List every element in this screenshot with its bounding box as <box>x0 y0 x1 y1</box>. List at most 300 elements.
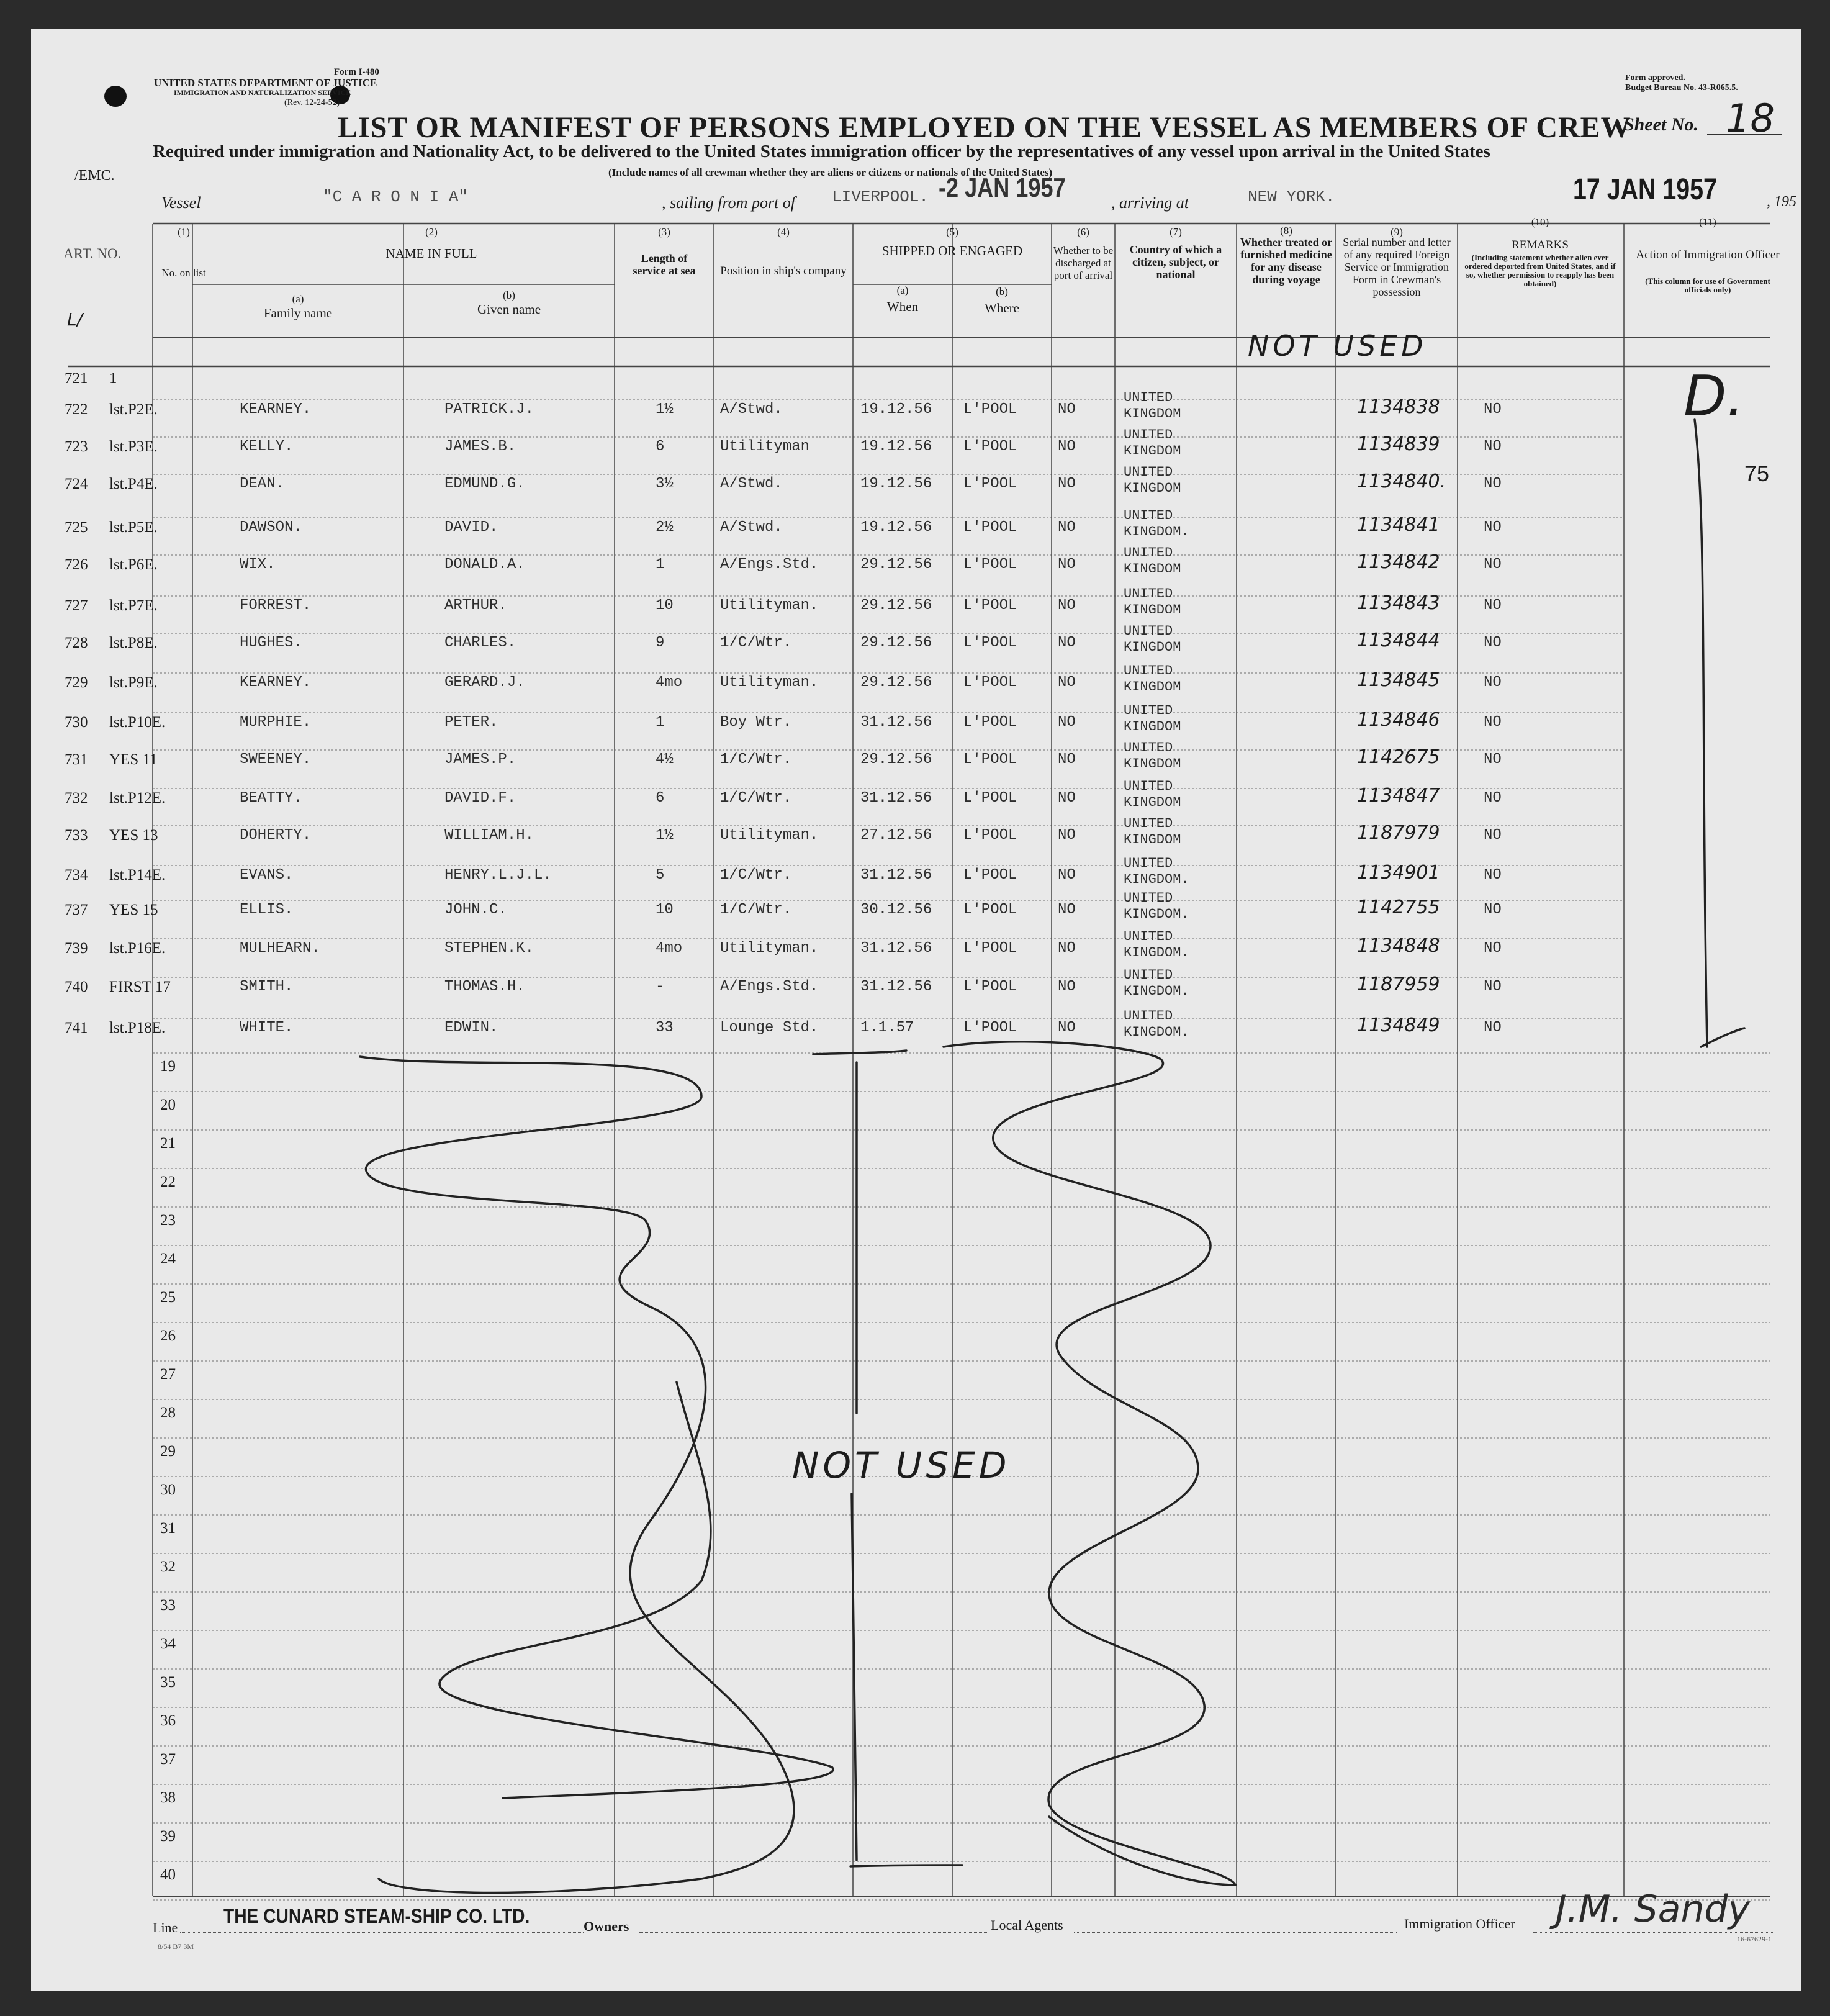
given-name: STEPHEN.K. <box>444 940 534 957</box>
service-length: 4mo <box>656 674 683 691</box>
given-name: WILLIAM.H. <box>444 827 534 844</box>
family-name: HUGHES. <box>240 635 302 651</box>
empty-row-number: 30 <box>160 1481 176 1498</box>
col2a-sub: (a) <box>292 293 304 305</box>
remarks: NO <box>1484 476 1502 492</box>
discharged: NO <box>1058 940 1076 957</box>
service-name: IMMIGRATION AND NATURALIZATION SERVICE <box>174 88 351 97</box>
col4-number: (4) <box>777 226 790 238</box>
shipped-where: L'POOL <box>963 476 1017 492</box>
remarks: NO <box>1484 751 1502 768</box>
department: UNITED STATES DEPARTMENT OF JUSTICE <box>154 77 377 89</box>
country: UNITED KINGDOM <box>1124 740 1181 772</box>
country: UNITED KINGDOM <box>1124 703 1181 735</box>
discharged: NO <box>1058 827 1076 844</box>
shipped-where: L'POOL <box>963 401 1017 418</box>
shipped-when: 19.12.56 <box>860 401 932 418</box>
family-name: SMITH. <box>240 979 294 995</box>
discharged: NO <box>1058 1019 1076 1036</box>
list-number: YES 15 <box>109 902 158 918</box>
list-number: lst.P4E. <box>109 476 158 492</box>
family-name: ELLIS. <box>240 902 294 918</box>
page-title: LIST OR MANIFEST OF PERSONS EMPLOYED ON THE VESSEL AS MEMBERS OF CREW <box>338 111 1631 144</box>
family-name: DEAN. <box>240 476 285 492</box>
list-number: YES 11 <box>109 751 158 768</box>
empty-row-number: 21 <box>160 1135 176 1152</box>
country: UNITED KINGDOM. <box>1124 508 1189 540</box>
shipped-when: 29.12.56 <box>860 556 932 573</box>
serial-number: 1134841 <box>1357 514 1440 536</box>
art-number: 727 <box>65 597 88 614</box>
empty-row-number: 26 <box>160 1327 176 1344</box>
col1-number: (1) <box>178 226 190 238</box>
footer-line-rule <box>180 1932 584 1933</box>
col5-number: (5) <box>946 226 958 238</box>
service-length: 10 <box>656 902 674 918</box>
shipped-where: L'POOL <box>963 597 1017 614</box>
service-length: 1 <box>656 556 665 573</box>
given-name: PATRICK.J. <box>444 401 534 418</box>
discharged: NO <box>1058 979 1076 995</box>
country: UNITED KINGDOM. <box>1124 967 1189 999</box>
serial-number: 1134840. <box>1357 471 1446 492</box>
shipped-when: 31.12.56 <box>860 940 932 957</box>
country: UNITED KINGDOM <box>1124 779 1181 810</box>
officer-signature: J.M. Sandy <box>1556 1887 1751 1931</box>
crew-note: (Include names of all crewman whether they are aliens or citizens or nationals of the United States) <box>608 166 1053 178</box>
discharged: NO <box>1058 597 1076 614</box>
country: UNITED KINGDOM. <box>1124 890 1189 922</box>
discharged: NO <box>1058 714 1076 731</box>
given-name: ARTHUR. <box>444 597 507 614</box>
table-grid <box>31 29 1801 1991</box>
shipped-where: L'POOL <box>963 1019 1017 1036</box>
country: UNITED KINGDOM <box>1124 427 1181 459</box>
col3-header: Length of service at sea <box>633 252 696 277</box>
col7-number: (7) <box>1170 226 1182 238</box>
given-name: DAVID.F. <box>444 790 516 807</box>
art-number: 731 <box>65 751 88 768</box>
family-name: MULHEARN. <box>240 940 320 957</box>
art-number: 737 <box>65 902 88 918</box>
given-name: THOMAS.H. <box>444 979 525 995</box>
sheet-no: 18 <box>1726 96 1775 141</box>
art-no-header: ART. NO. <box>63 246 122 261</box>
shipped-when: 1.1.57 <box>860 1019 914 1036</box>
art-number: 734 <box>65 867 88 884</box>
shipped-where: L'POOL <box>963 556 1017 573</box>
art-number: 725 <box>65 519 88 536</box>
position: 1/C/Wtr. <box>720 867 792 884</box>
empty-row-number: 37 <box>160 1751 176 1768</box>
remarks: NO <box>1484 556 1502 573</box>
col2b-header: Given name <box>477 302 541 317</box>
footer-agents-rule <box>1074 1932 1397 1933</box>
service-length: 1½ <box>656 827 674 844</box>
list-number: lst.P16E. <box>109 940 166 957</box>
service-length: 5 <box>656 867 665 884</box>
country: UNITED KINGDOM. <box>1124 1008 1189 1040</box>
given-name: HENRY.L.J.L. <box>444 867 552 884</box>
print-code-right: 16-67629-1 <box>1737 1935 1772 1943</box>
service-length: 1½ <box>656 401 674 418</box>
discharged: NO <box>1058 635 1076 651</box>
given-name: CHARLES. <box>444 635 516 651</box>
given-name: EDMUND.G. <box>444 476 525 492</box>
list-number: lst.P18E. <box>109 1019 166 1036</box>
remarks: NO <box>1484 827 1502 844</box>
position: Boy Wtr. <box>720 714 792 731</box>
given-name: GERARD.J. <box>444 674 525 691</box>
not-used-top: NOT USED <box>1248 329 1427 363</box>
form-approved: Form approved. <box>1625 73 1685 83</box>
family-name: KEARNEY. <box>240 674 312 691</box>
shipped-when: 27.12.56 <box>860 827 932 844</box>
country: UNITED KINGDOM <box>1124 816 1181 848</box>
family-name: SWEENEY. <box>240 751 312 768</box>
sailing-label: , sailing from port of <box>662 194 796 212</box>
remarks: NO <box>1484 401 1502 418</box>
art-number: 724 <box>65 476 88 492</box>
discharged: NO <box>1058 674 1076 691</box>
remarks: NO <box>1484 940 1502 957</box>
vessel-name: "C A R O N I A" <box>323 188 469 206</box>
position: Utilityman. <box>720 597 819 614</box>
col1-header: No. on list <box>161 267 206 279</box>
col9-header: Serial number and letter of any required Foreign Service or Immigration Form in Crewman's possession <box>1343 236 1451 298</box>
position: A/Engs.Std. <box>720 556 819 573</box>
position: Lounge Std. <box>720 1019 819 1036</box>
art-number: 722 <box>65 401 88 418</box>
discharged: NO <box>1058 902 1076 918</box>
art-number: 723 <box>65 438 88 455</box>
col7-header: Country of which a citizen, subject, or national <box>1129 243 1222 281</box>
list-number: lst.P2E. <box>109 401 158 418</box>
col5a-sub: (a) <box>896 284 909 296</box>
service-length: 4mo <box>656 940 683 957</box>
year-suffix: , 195 <box>1767 194 1796 210</box>
family-name: BEATTY. <box>240 790 302 807</box>
discharged: NO <box>1058 867 1076 884</box>
country: UNITED KINGDOM <box>1124 390 1181 422</box>
art-number: 726 <box>65 556 88 573</box>
serial-number: 1134847 <box>1357 785 1440 807</box>
given-name: JAMES.B. <box>444 438 516 455</box>
art-number: 739 <box>65 940 88 957</box>
art-number: 721 <box>65 370 88 387</box>
shipped-when: 31.12.56 <box>860 979 932 995</box>
remarks: NO <box>1484 597 1502 614</box>
position: A/Stwd. <box>720 401 783 418</box>
form-rev: (Rev. 12-24-52) <box>284 98 340 107</box>
col5b-header: Where <box>985 301 1019 315</box>
page-subtitle: Required under immigration and Nationality Act, to be delivered to the United States immigration officer by the representatives of any vessel upon arrival in the United States <box>153 142 1490 161</box>
footer-line-value: THE CUNARD STEAM-SHIP CO. LTD. <box>223 1905 530 1927</box>
position: 1/C/Wtr. <box>720 751 792 768</box>
country: UNITED KINGDOM <box>1124 464 1181 496</box>
remarks: NO <box>1484 979 1502 995</box>
remarks: NO <box>1484 674 1502 691</box>
serial-number: 1142675 <box>1357 746 1440 768</box>
not-used-mid: NOT USED <box>792 1444 1011 1486</box>
country: UNITED KINGDOM <box>1124 545 1181 577</box>
shipped-when: 29.12.56 <box>860 597 932 614</box>
side-mark: /EMC. <box>74 168 115 184</box>
list-number: lst.P9E. <box>109 674 158 691</box>
empty-row-number: 20 <box>160 1096 176 1113</box>
remarks: NO <box>1484 714 1502 731</box>
col2-number: (2) <box>425 226 438 238</box>
country: UNITED KINGDOM <box>1124 623 1181 655</box>
col9-number: (9) <box>1391 226 1403 238</box>
footer-officer-label: Immigration Officer <box>1404 1916 1515 1932</box>
empty-row-number: 38 <box>160 1789 176 1806</box>
shipped-where: L'POOL <box>963 751 1017 768</box>
service-length: 33 <box>656 1019 674 1036</box>
position: A/Stwd. <box>720 476 783 492</box>
family-name: KEARNEY. <box>240 401 312 418</box>
col11-number: (11) <box>1699 216 1716 228</box>
shipped-where: L'POOL <box>963 790 1017 807</box>
col5b-sub: (b) <box>996 286 1008 297</box>
shipped-where: L'POOL <box>963 827 1017 844</box>
discharged: NO <box>1058 556 1076 573</box>
discharged: NO <box>1058 751 1076 768</box>
service-length: 6 <box>656 790 665 807</box>
sail-date: -2 JAN 1957 <box>939 173 1066 203</box>
col11-note: (This column for use of Government officials only) <box>1645 276 1770 294</box>
discharged: NO <box>1058 401 1076 418</box>
col10-header: REMARKS <box>1512 238 1569 251</box>
shipped-where: L'POOL <box>963 674 1017 691</box>
shipped-when: 31.12.56 <box>860 867 932 884</box>
position: Utilityman. <box>720 827 819 844</box>
shipped-when: 19.12.56 <box>860 438 932 455</box>
country: UNITED KINGDOM. <box>1124 856 1189 887</box>
serial-number: 1134848 <box>1357 935 1440 957</box>
list-number: YES 13 <box>109 827 158 844</box>
position: Utilityman. <box>720 674 819 691</box>
empty-row-number: 22 <box>160 1173 176 1190</box>
position: 1/C/Wtr. <box>720 790 792 807</box>
serial-number: 1134838 <box>1357 396 1440 418</box>
col11-header: Action of Immigration Officer <box>1636 248 1780 261</box>
empty-row-number: 24 <box>160 1250 176 1267</box>
col2b-sub: (b) <box>503 289 515 301</box>
given-name: JOHN.C. <box>444 902 507 918</box>
serial-number: 1134901 <box>1357 862 1440 884</box>
family-name: KELLY. <box>240 438 294 455</box>
given-name: JAMES.P. <box>444 751 516 768</box>
arrival-date: 17 JAN 1957 <box>1573 173 1717 206</box>
serial-number: 1134845 <box>1357 669 1440 691</box>
service-length: 6 <box>656 438 665 455</box>
serial-number: 1134843 <box>1357 592 1440 614</box>
shipped-where: L'POOL <box>963 902 1017 918</box>
budget-bureau: Budget Bureau No. 43-R065.5. <box>1625 83 1738 93</box>
col4-header: Position in ship's company <box>720 264 847 278</box>
col6-header: Whether to be discharged at port of arrival <box>1053 245 1114 281</box>
serial-number: 1134846 <box>1357 709 1440 731</box>
art-number: 733 <box>65 827 88 844</box>
serial-number: 1134839 <box>1357 433 1440 455</box>
art-number: 728 <box>65 635 88 651</box>
discharged: NO <box>1058 476 1076 492</box>
serial-number: 1187979 <box>1357 822 1440 844</box>
shipped-where: L'POOL <box>963 635 1017 651</box>
service-length: 1 <box>656 714 665 731</box>
family-name: WHITE. <box>240 1019 294 1036</box>
empty-row-number: 35 <box>160 1674 176 1691</box>
empty-row-number: 32 <box>160 1558 176 1575</box>
list-number: lst.P12E. <box>109 790 166 807</box>
given-name: DONALD.A. <box>444 556 525 573</box>
position: 1/C/Wtr. <box>720 635 792 651</box>
discharged: NO <box>1058 519 1076 536</box>
given-name: PETER. <box>444 714 498 731</box>
footer-line-label: Line <box>153 1920 178 1935</box>
col2-header: NAME IN FULL <box>385 246 477 261</box>
list-number: lst.P3E. <box>109 438 158 455</box>
shipped-where: L'POOL <box>963 438 1017 455</box>
art-number: 732 <box>65 790 88 807</box>
vessel-label: Vessel <box>161 194 201 212</box>
remarks: NO <box>1484 867 1502 884</box>
art-number: 730 <box>65 714 88 731</box>
port-to: NEW YORK. <box>1248 188 1335 206</box>
shipped-when: 19.12.56 <box>860 519 932 536</box>
sheet-no-label: Sheet No. <box>1624 114 1698 135</box>
list-number: lst.P8E. <box>109 635 158 651</box>
country: UNITED KINGDOM <box>1124 586 1181 618</box>
service-length: 9 <box>656 635 665 651</box>
service-length: 3½ <box>656 476 674 492</box>
list-number: lst.P14E. <box>109 867 166 884</box>
footer-agents-label: Local Agents <box>991 1917 1063 1933</box>
remarks: NO <box>1484 635 1502 651</box>
art-number: 740 <box>65 979 88 995</box>
empty-row-number: 34 <box>160 1635 176 1652</box>
family-name: DOHERTY. <box>240 827 312 844</box>
serial-number: 1134842 <box>1357 551 1440 573</box>
port-from: LIVERPOOL. <box>832 188 929 206</box>
given-name: DAVID. <box>444 519 498 536</box>
shipped-where: L'POOL <box>963 867 1017 884</box>
service-length: 4½ <box>656 751 674 768</box>
position: A/Engs.Std. <box>720 979 819 995</box>
officer-mark-75: 75 <box>1744 461 1770 486</box>
form-id: Form I-480 <box>334 67 379 77</box>
remarks: NO <box>1484 790 1502 807</box>
family-name: EVANS. <box>240 867 294 884</box>
country: UNITED KINGDOM. <box>1124 929 1189 961</box>
col8-header: Whether treated or furnished medicine for any disease during voyage <box>1240 236 1333 286</box>
officer-mark-d: D. <box>1684 364 1744 429</box>
art-number: 741 <box>65 1019 88 1036</box>
country: UNITED KINGDOM <box>1124 663 1181 695</box>
arriving-label: , arriving at <box>1111 194 1189 212</box>
empty-row-number: 19 <box>160 1058 176 1075</box>
serial-number: 1134844 <box>1357 630 1440 651</box>
shipped-where: L'POOL <box>963 519 1017 536</box>
list-number: 1 <box>109 370 117 387</box>
shipped-where: L'POOL <box>963 979 1017 995</box>
empty-row-number: 40 <box>160 1866 176 1883</box>
col5-header: SHIPPED OR ENGAGED <box>881 243 1023 258</box>
shipped-when: 19.12.56 <box>860 476 932 492</box>
empty-row-number: 33 <box>160 1597 176 1614</box>
col10-note: (Including statement whether alien ever ordered deported from United States, and if so, whether permission to reapply has been obtained) <box>1464 253 1616 288</box>
col6-number: (6) <box>1077 226 1089 238</box>
family-name: DAWSON. <box>240 519 302 536</box>
col3-number: (3) <box>658 226 670 238</box>
position: Utilityman <box>720 438 810 455</box>
shipped-when: 31.12.56 <box>860 790 932 807</box>
list-number: lst.P7E. <box>109 597 158 614</box>
list-number: FIRST 17 <box>109 979 171 995</box>
art-number: 729 <box>65 674 88 691</box>
shipped-when: 29.12.56 <box>860 751 932 768</box>
position: A/Stwd. <box>720 519 783 536</box>
given-name: EDWIN. <box>444 1019 498 1036</box>
position: 1/C/Wtr. <box>720 902 792 918</box>
footer-owners-label: Owners <box>584 1919 629 1934</box>
service-length: 10 <box>656 597 674 614</box>
remarks: NO <box>1484 1019 1502 1036</box>
footer-owners-rule <box>639 1932 987 1933</box>
art-mark: L/ <box>67 309 83 330</box>
list-number: lst.P6E. <box>109 556 158 573</box>
empty-row-number: 28 <box>160 1404 176 1421</box>
shipped-where: L'POOL <box>963 714 1017 731</box>
list-number: lst.P5E. <box>109 519 158 536</box>
serial-number: 1134849 <box>1357 1015 1440 1036</box>
col8-number: (8) <box>1280 225 1292 237</box>
remarks: NO <box>1484 438 1502 455</box>
shipped-when: 30.12.56 <box>860 902 932 918</box>
col5a-header: When <box>886 299 919 314</box>
remarks: NO <box>1484 902 1502 918</box>
shipped-when: 29.12.56 <box>860 674 932 691</box>
shipped-when: 29.12.56 <box>860 635 932 651</box>
family-name: WIX. <box>240 556 276 573</box>
remarks: NO <box>1484 519 1502 536</box>
position: Utilityman. <box>720 940 819 957</box>
empty-row-number: 31 <box>160 1520 176 1537</box>
service-length: - <box>656 979 665 995</box>
serial-number: 1142755 <box>1357 897 1440 918</box>
footer-officer-rule <box>1533 1932 1775 1933</box>
shipped-when: 31.12.56 <box>860 714 932 731</box>
shipped-where: L'POOL <box>963 940 1017 957</box>
empty-row-number: 36 <box>160 1712 176 1729</box>
discharged: NO <box>1058 790 1076 807</box>
manifest-sheet <box>31 29 1801 1991</box>
family-name: FORREST. <box>240 597 312 614</box>
col2a-header: Family name <box>263 305 333 320</box>
empty-row-number: 39 <box>160 1828 176 1845</box>
list-number: lst.P10E. <box>109 714 166 731</box>
empty-row-number: 29 <box>160 1443 176 1460</box>
empty-row-number: 25 <box>160 1289 176 1306</box>
print-code-left: 8/54 B7 3M <box>158 1942 194 1951</box>
empty-row-number: 27 <box>160 1366 176 1383</box>
empty-row-number: 23 <box>160 1212 176 1229</box>
discharged: NO <box>1058 438 1076 455</box>
col10-number: (10) <box>1531 216 1549 228</box>
service-length: 2½ <box>656 519 674 536</box>
family-name: MURPHIE. <box>240 714 312 731</box>
